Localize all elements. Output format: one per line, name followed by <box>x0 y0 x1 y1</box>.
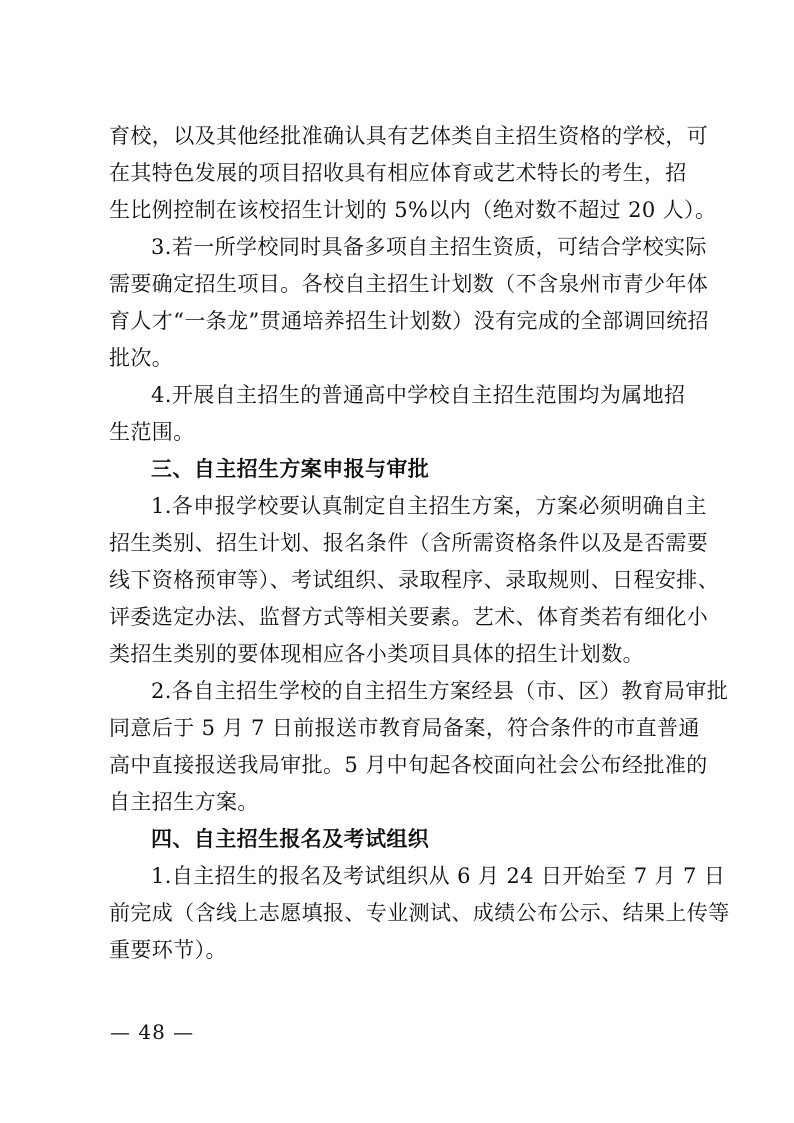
paragraph-line: 育人才“一条龙”贯通培养招生计划数）没有完成的全部调回统招 <box>109 309 710 333</box>
paragraph-line: 1.各申报学校要认真制定自主招生方案，方案必须明确自主 <box>151 494 707 518</box>
paragraph-line: 同意后于 5 月 7 日前报送市教育局备案，符合条件的市直普通 <box>109 716 700 740</box>
document-body <box>109 118 730 969</box>
paragraph-line: 3.若一所学校同时具备多项自主招生资质，可结合学校实际 <box>151 235 707 259</box>
paragraph-line: 重要环节）。 <box>109 938 227 962</box>
paragraph-line: 2.各自主招生学校的自主招生方案经县（市、区）教育局审批 <box>151 679 729 703</box>
paragraph-line: 自主招生方案。 <box>109 790 259 814</box>
section-heading: 四、自主招生报名及考试组织 <box>151 827 430 851</box>
paragraph-line: 批次。 <box>109 346 174 370</box>
paragraph-line: 需要确定招生项目。各校自主招生计划数（不含泉州市青少年体 <box>109 272 709 296</box>
paragraph-line: 类招生类别的要体现相应各小类项目具体的招生计划数。 <box>109 642 644 666</box>
paragraph-line: 生比例控制在该校招生计划的 5%以内（绝对数不超过 20 人）。 <box>109 198 717 222</box>
paragraph-line: 生范围。 <box>109 420 195 444</box>
paragraph-line: 线下资格预审等）、考试组织、录取程序、录取规则、日程安排、 <box>109 568 720 592</box>
page-number: — 48 — <box>110 1020 195 1044</box>
paragraph-line: 育校，以及其他经批准确认具有艺体类自主招生资格的学校，可 <box>109 124 709 148</box>
paragraph-line: 评委选定办法、监督方式等相关要素。艺术、体育类若有细化小 <box>109 605 709 629</box>
paragraph-line: 前完成（含线上志愿填报、专业测试、成绩公布公示、结果上传等 <box>109 901 730 925</box>
paragraph-line: 在其特色发展的项目招收具有相应体育或艺术特长的考生，招 <box>109 161 687 185</box>
paragraph-line: 高中直接报送我局审批。5 月中旬起各校面向社会公布经批准的 <box>109 753 708 777</box>
paragraph-line: 1.自主招生的报名及考试组织从 6 月 24 日开始至 7 月 7 日 <box>151 864 726 888</box>
paragraph-line: 招生类别、招生计划、报名条件（含所需资格条件以及是否需要 <box>109 531 709 555</box>
paragraph-line: 4.开展自主招生的普通高中学校自主招生范围均为属地招 <box>151 383 686 407</box>
section-heading: 三、自主招生方案申报与审批 <box>151 457 430 481</box>
